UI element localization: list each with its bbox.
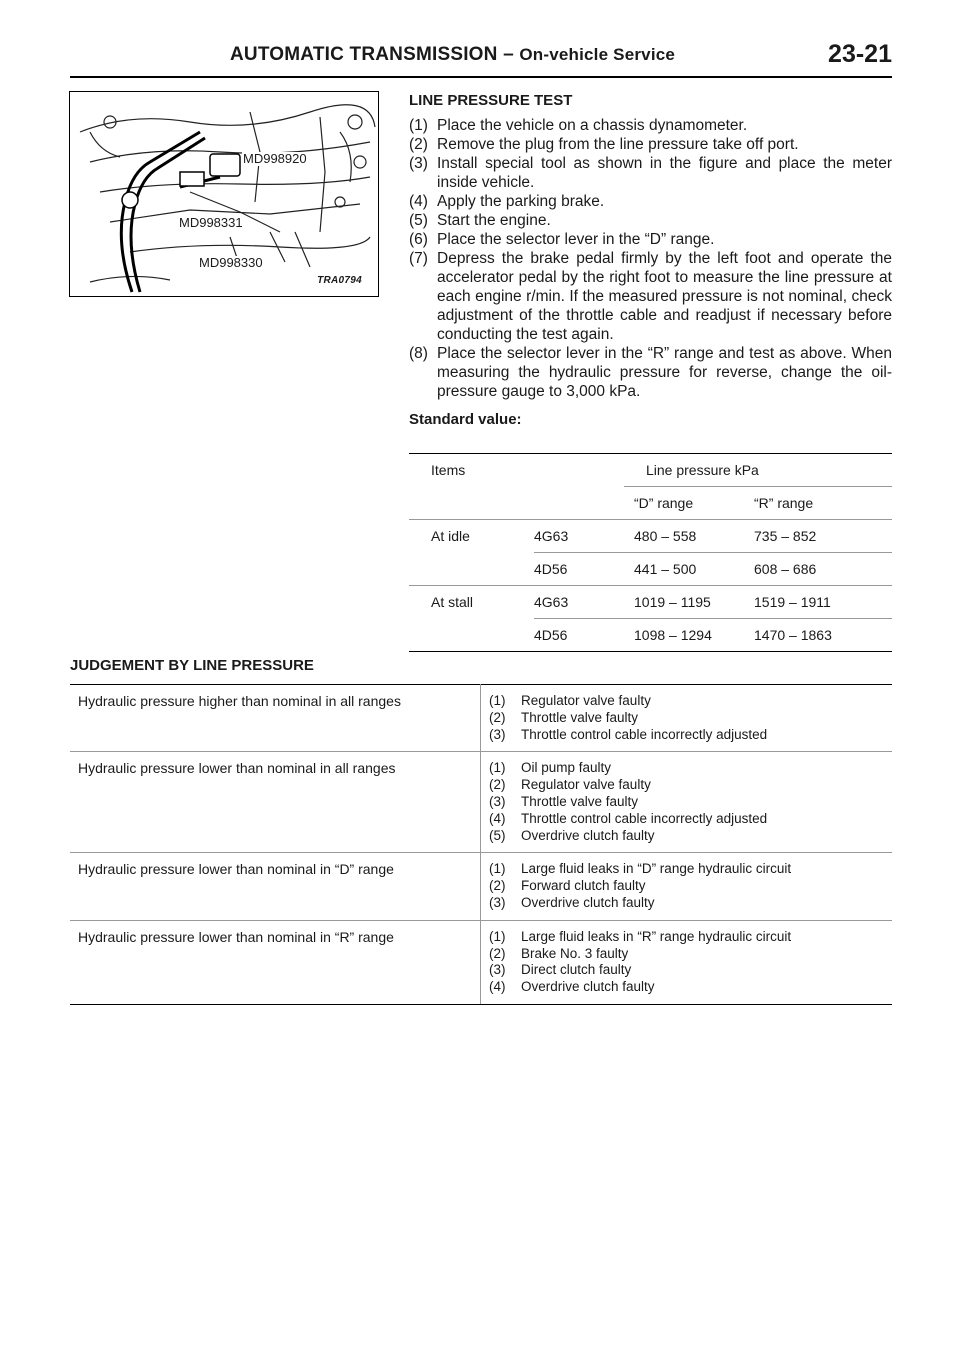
cause-item: (4) Throttle control cable incorrectly adjusted xyxy=(489,810,768,826)
cause-item: (1) Large fluid leaks in “D” range hydraulic circuit xyxy=(489,861,792,877)
step-7: (7) Depress the brake pedal firmly by the left foot and operate the accelerator pedal by the right foot to measure the line pressure at each engine r/min. If the measured pressure is not nominal, check adjustment of the throttle cable and readjust if necessary before conducting the test again. xyxy=(409,250,892,343)
table-row xyxy=(70,920,892,1004)
table-row xyxy=(70,853,892,920)
table-row xyxy=(70,752,892,853)
cond-cell: At stall xyxy=(431,594,474,611)
r-value-cell: 735 – 852 xyxy=(744,520,892,553)
d-value-cell: 480 – 558 xyxy=(624,520,744,553)
r-value-cell: 1519 – 1911 xyxy=(744,586,892,619)
judgement-table xyxy=(70,684,892,1005)
section-heading: LINE PRESSURE TEST xyxy=(409,92,573,109)
judgement-heading: JUDGEMENT BY LINE PRESSURE xyxy=(70,657,314,674)
cause-item: (2) Throttle valve faulty xyxy=(489,709,639,725)
cause-item: (2) Forward clutch faulty xyxy=(489,878,646,894)
title-main: AUTOMATIC TRANSMISSION xyxy=(230,44,498,65)
page-number: 23-21 xyxy=(828,40,892,68)
step-8: (8) Place the selector lever in the “R” range and test as above. When measuring the hydraulic pressure for reverse, change the oil-pressure gauge to 3,000 kPa. xyxy=(409,345,892,400)
title-sub: On-vehicle Service xyxy=(519,45,676,64)
engine-cell: 4D56 xyxy=(534,619,624,652)
cause-item: (5) Overdrive clutch faulty xyxy=(489,827,655,843)
causes-cell xyxy=(481,853,893,920)
d-value-cell: 1019 – 1195 xyxy=(624,586,744,619)
step-6: (6) Place the selector lever in the “D” range. xyxy=(409,231,715,248)
cause-item: (2) Brake No. 3 faulty xyxy=(489,945,629,961)
cause-item: (2) Regulator valve faulty xyxy=(489,777,651,793)
cond-cell xyxy=(409,553,534,586)
table-header-row xyxy=(409,454,892,487)
table-row xyxy=(409,619,892,652)
engine-cell: 4G63 xyxy=(534,586,624,619)
cond-cell: At idle xyxy=(431,528,470,545)
step-3: (3) Install special tool as shown in the figure and place the meter inside vehicle. xyxy=(409,155,892,191)
d-range-header: “D” range xyxy=(624,487,744,520)
cause-item: (3) Direct clutch faulty xyxy=(489,962,632,978)
callout-md998331: MD998331 xyxy=(179,215,243,230)
table-row xyxy=(70,685,892,752)
cause-item: (1) Large fluid leaks in “R” range hydraulic circuit xyxy=(489,928,792,944)
items-header: Items xyxy=(409,454,624,520)
standard-value-table xyxy=(409,453,892,652)
page-title xyxy=(230,44,675,66)
r-range-header: “R” range xyxy=(744,487,892,520)
pressure-header: Line pressure kPa xyxy=(624,454,892,487)
condition-cell: Hydraulic pressure lower than nominal in “D” range xyxy=(70,853,481,920)
table-row xyxy=(409,553,892,586)
procedure-steps xyxy=(409,116,892,401)
callout-md998920: MD998920 xyxy=(243,151,307,166)
d-value-cell: 1098 – 1294 xyxy=(624,619,744,652)
callout-md998330: MD998330 xyxy=(199,255,263,270)
causes-cell xyxy=(481,920,893,1004)
r-value-cell: 608 – 686 xyxy=(744,553,892,586)
cond-cell xyxy=(409,619,534,652)
cause-item: (1) Oil pump faulty xyxy=(489,760,612,776)
cause-item: (3) Throttle control cable incorrectly adjusted xyxy=(489,726,768,742)
engine-cell: 4G63 xyxy=(534,520,624,553)
figure-line-pressure-gauge xyxy=(69,91,379,297)
figure-code: TRA0794 xyxy=(317,275,362,286)
step-2: (2) Remove the plug from the line pressure take off port. xyxy=(409,136,799,153)
condition-cell: Hydraulic pressure lower than nominal in all ranges xyxy=(70,752,481,853)
standard-value-label: Standard value: xyxy=(409,411,522,428)
cause-item: (3) Throttle valve faulty xyxy=(489,793,639,809)
r-value-cell: 1470 – 1863 xyxy=(744,619,892,652)
cause-item: (4) Overdrive clutch faulty xyxy=(489,979,655,995)
cause-item: (3) Overdrive clutch faulty xyxy=(489,894,655,910)
engine-cell: 4D56 xyxy=(534,553,624,586)
causes-cell xyxy=(481,752,893,853)
condition-cell: Hydraulic pressure lower than nominal in “R” range xyxy=(70,920,481,1004)
cause-item: (1) Regulator valve faulty xyxy=(489,693,651,708)
title-dash: – xyxy=(497,44,520,65)
d-value-cell: 441 – 500 xyxy=(624,553,744,586)
step-5: (5) Start the engine. xyxy=(409,212,551,229)
condition-cell: Hydraulic pressure higher than nominal in all ranges xyxy=(70,685,481,752)
table-row xyxy=(409,586,892,619)
page-header xyxy=(70,40,892,78)
step-4: (4) Apply the parking brake. xyxy=(409,193,605,210)
table-row xyxy=(409,520,892,553)
line-pressure-test-section xyxy=(409,92,892,428)
step-1: (1) Place the vehicle on a chassis dynamometer. xyxy=(409,117,748,134)
causes-cell xyxy=(481,685,893,752)
